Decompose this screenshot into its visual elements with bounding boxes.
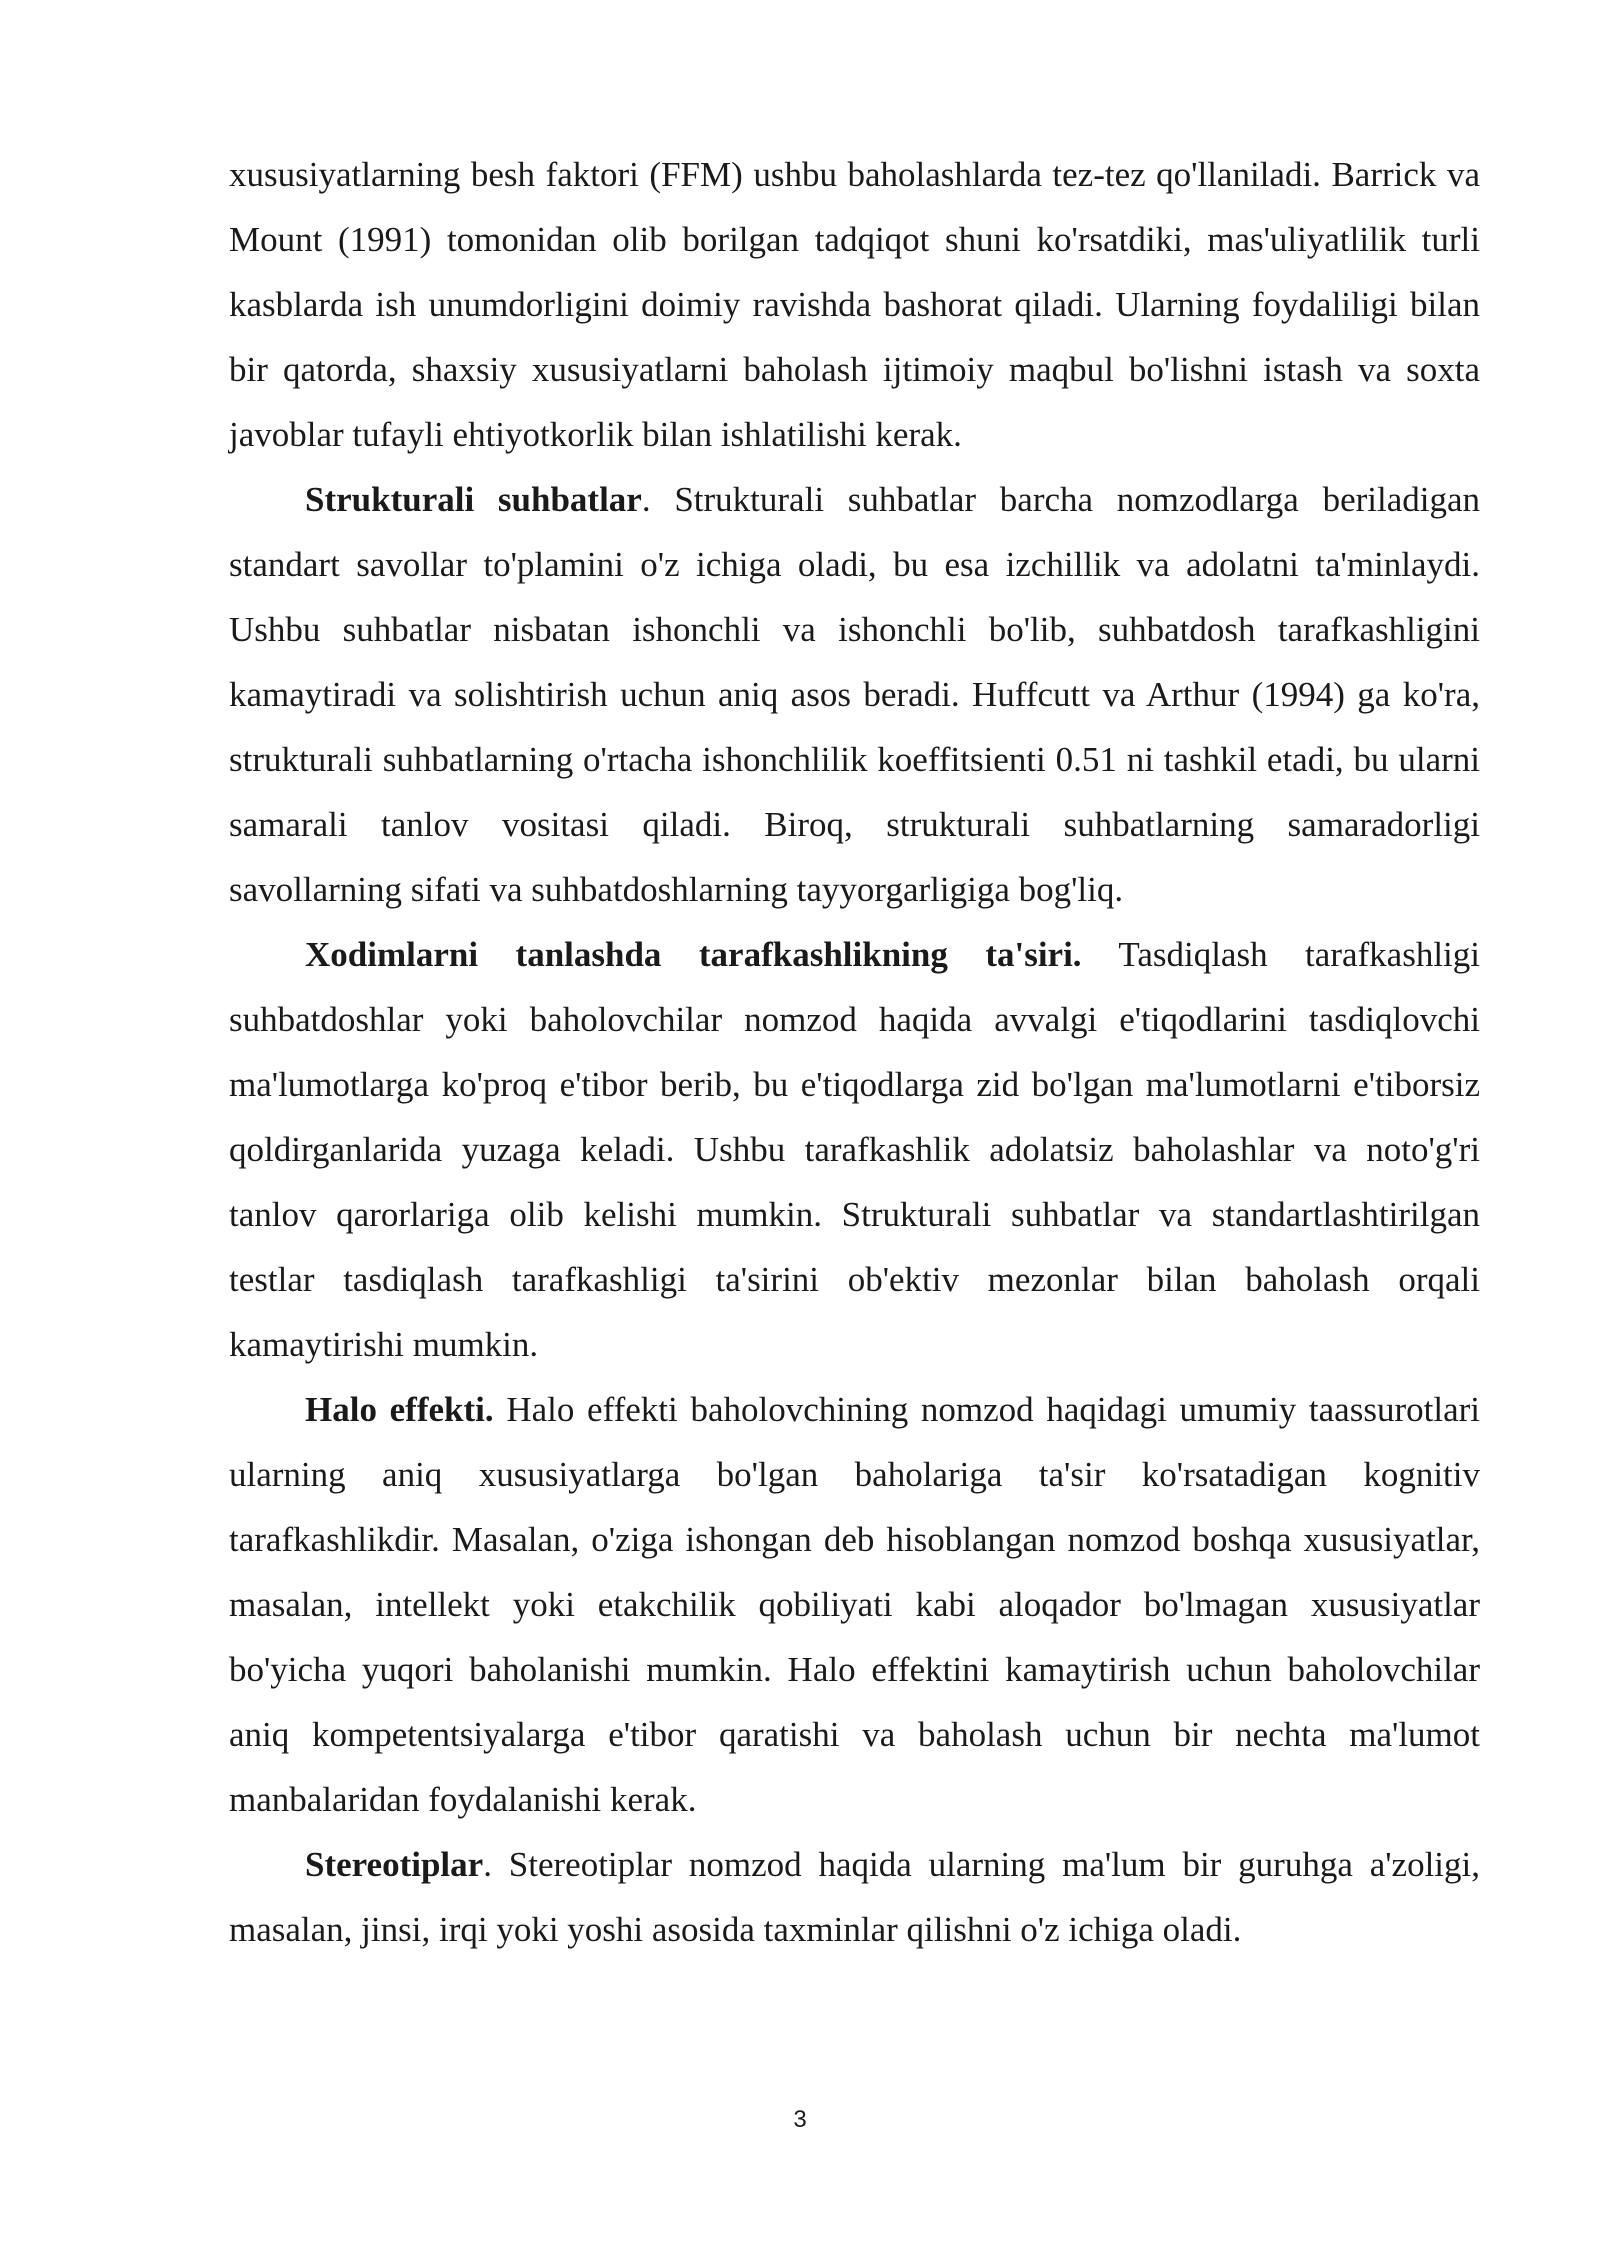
paragraph-structured-interviews <box>229 467 1480 922</box>
paragraph-text: . Strukturali suhbatlar barcha nomzodlarga beriladigan standart savollar to'plamini o'z ichiga oladi, bu esa izchillik va adolatni ta'minlaydi. Ushbu suhbatlar nisbatan ishonchli va ishonchli bo'lib, suhbatdosh tarafkashligini kamaytiradi va solishtirish uchun aniq asos beradi. Huffcutt va Arthur (1994) ga ko'ra, strukturali suhbatlarning o'rtacha ishonchlilik koeffitsienti 0.51 ni tashkil etadi, bu ularni samarali tanlov vositasi qiladi. Biroq, strukturali suhbatlarning samaradorligi savollarning sifati va suhbatdoshlarning tayyorgarligiga bog'liq. <box>229 480 1480 909</box>
page-body <box>229 142 1480 1962</box>
paragraph-text: . Stereotiplar nomzod haqida ularning ma'lum bir guruhga a'zoligi, masalan, jinsi, irqi yoki yoshi asosida taxminlar qilishni o'z ichiga oladi. <box>229 1845 1480 1949</box>
page-number: 3 <box>793 2106 807 2133</box>
paragraph-personality-assessment <box>229 142 1480 467</box>
section-heading-selection-bias: Xodimlarni tanlashda tarafkashlikning ta'siri. <box>305 935 1082 974</box>
section-heading-stereotypes: Stereotiplar <box>305 1845 484 1884</box>
paragraph-halo-effect <box>229 1377 1480 1832</box>
section-heading-halo-effect: Halo effekti. <box>305 1390 494 1429</box>
paragraph-text: Halo effekti baholovchining nomzod haqidagi umumiy taassurotlari ularning aniq xususiyatlarga bo'lgan baholariga ta'sir ko'rsatadigan kognitiv tarafkashlikdir. Masalan, o'ziga ishongan deb hisoblangan nomzod boshqa xususiyatlar, masalan, intellekt yoki etakchilik qobiliyati kabi aloqador bo'lmagan xususiyatlar bo'yicha yuqori baholanishi mumkin. Halo effektini kamaytirish uchun baholovchilar aniq kompetentsiyalarga e'tibor qaratishi va baholash uchun bir nechta ma'lumot manbalaridan foydalanishi kerak. <box>229 1390 1480 1819</box>
paragraph-stereotypes <box>229 1832 1480 1962</box>
section-heading-structured-interviews: Strukturali suhbatlar <box>305 480 642 519</box>
paragraph-selection-bias <box>229 922 1480 1377</box>
paragraph-text: Tasdiqlash tarafkashligi suhbatdoshlar yoki baholovchilar nomzod haqida avvalgi e'tiqodlarini tasdiqlovchi ma'lumotlarga ko'proq e'tibor berib, bu e'tiqodlarga zid bo'lgan ma'lumotlarni e'tiborsiz qoldirganlarida yuzaga keladi. Ushbu tarafkashlik adolatsiz baholashlar va noto'g'ri tanlov qarorlariga olib kelishi mumkin. Strukturali suhbatlar va standartlashtirilgan testlar tasdiqlash tarafkashligi ta'sirini ob'ektiv mezonlar bilan baholash orqali kamaytirishi mumkin. <box>229 935 1480 1364</box>
paragraph-text: xususiyatlarning besh faktori (FFM) ushbu baholashlarda tez-tez qo'llaniladi. Barrick va Mount (1991) tomonidan olib borilgan tadqiqot shuni ko'rsatdiki, mas'uliyatlilik turli kasblarda ish unumdorligini doimiy ravishda bashorat qiladi. Ularning foydaliligi bilan bir qatorda, shaxsiy xususiyatlarni baholash ijtimoiy maqbul bo'lishni istash va soxta javoblar tufayli ehtiyotkorlik bilan ishlatilishi kerak. <box>229 155 1480 454</box>
